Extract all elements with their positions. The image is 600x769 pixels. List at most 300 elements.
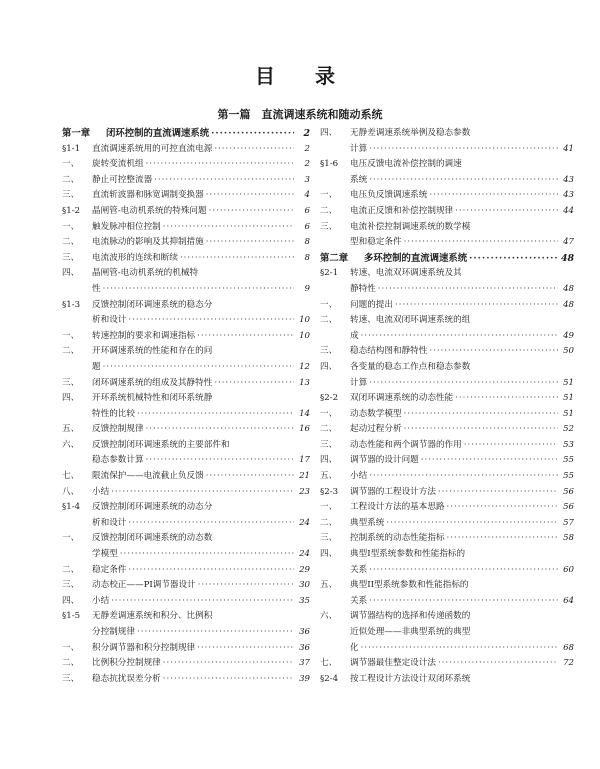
toc-entry-section (320, 485, 574, 501)
toc-entry-chapter (62, 126, 310, 142)
toc-entry-text: 静特性 (350, 283, 376, 294)
toc-entry-number: 二、 (62, 564, 80, 575)
toc-entry-text: 反馈控制规律 (92, 424, 144, 435)
toc-entry-text: 问题的提出 (350, 299, 393, 310)
dot-leader (369, 469, 558, 485)
dot-leader (206, 188, 294, 204)
dot-leader (111, 594, 294, 610)
toc-entry-item (62, 438, 310, 454)
toc-entry-item (62, 422, 310, 438)
toc-entry-item (320, 500, 574, 516)
toc-entry-page: 57 (563, 517, 574, 528)
toc-entry-page: 72 (563, 658, 574, 669)
toc-entry-text: 直流斩波器和脉宽调制变换器 (92, 190, 204, 201)
toc-entry-number: 第一章 (62, 128, 91, 139)
toc-entry-page: 41 (563, 143, 574, 154)
toc-entry-cont (320, 173, 574, 189)
toc-entry-number (62, 516, 92, 532)
toc-entry-page: 56 (563, 502, 574, 513)
toc-entry-number (62, 360, 92, 376)
toc-entry-item (320, 407, 574, 423)
toc-entry-text: 反馈控制闭环调速系统的动态数 (92, 533, 213, 544)
toc-entry-item (62, 329, 310, 345)
toc-entry-text: 化 (350, 642, 359, 653)
toc-entry-text: 电流正反馈和补偿控制规律 (350, 205, 454, 216)
toc-entry-text: 转速控制的要求和调速指标 (92, 330, 196, 341)
toc-entry-text: 控制系统的动态性能指标 (350, 533, 445, 544)
toc-entry-page: 4 (304, 190, 310, 201)
toc-entry-page: 49 (563, 330, 574, 341)
toc-entry-number (320, 235, 350, 251)
toc-entry-text: 典型I型系统参数和性能指标的 (350, 549, 466, 560)
toc-entry-page: 51 (563, 377, 574, 388)
toc-entry-page: 37 (299, 658, 310, 669)
toc-entry-number (320, 625, 350, 641)
toc-entry-item (320, 422, 574, 438)
toc-entry-item (62, 344, 310, 360)
toc-entry-text: 调节器最佳整定设计法 (350, 658, 436, 669)
toc-entry-page: 16 (299, 424, 310, 435)
toc-entry-number: 一、 (320, 299, 338, 310)
toc-entry-chapter (320, 251, 574, 267)
toc-entry-page: 39 (299, 673, 310, 684)
toc-entry-number (320, 563, 350, 579)
toc-entry-page: 2 (303, 128, 310, 139)
toc-entry-item (62, 656, 310, 672)
toc-entry-section (62, 204, 310, 220)
dot-leader (128, 563, 294, 579)
toc-entry-item (320, 298, 574, 314)
toc-entry-number: §1-1 (62, 143, 81, 154)
toc-entry-item (62, 594, 310, 610)
toc-entry-page: 55 (563, 471, 574, 482)
toc-entry-cont (320, 641, 574, 657)
toc-entry-item (320, 547, 574, 563)
toc-entry-section (62, 500, 310, 516)
toc-entry-page: 21 (299, 471, 310, 482)
toc-entry-item (320, 453, 574, 469)
toc-entry-text: 无静差调速系统举例及稳态参数 (350, 128, 471, 138)
toc-entry-number: 三、 (320, 439, 338, 450)
toc-entry-number: 二、 (62, 237, 80, 248)
dot-leader (369, 173, 558, 189)
toc-entry-section (320, 391, 574, 407)
toc-entry-number: 五、 (320, 580, 338, 591)
toc-entry-number (62, 547, 92, 563)
toc-entry-page: 29 (299, 564, 310, 575)
toc-entry-number: 二、 (320, 517, 338, 528)
toc-entry-page: 52 (563, 424, 574, 435)
dot-leader (361, 329, 558, 345)
toc-entry-text: 型和稳定条件 (350, 237, 402, 248)
toc-entry-item (320, 204, 574, 220)
toc-entry-text: 各变量的稳态工作点和稳态参数 (350, 361, 471, 372)
toc-entry-text: 小结 (350, 471, 368, 482)
toc-entry-number: §1-6 (320, 159, 339, 170)
toc-entry-page: 48 (560, 252, 574, 264)
dot-leader (361, 641, 558, 657)
toc-entry-cont (320, 329, 574, 345)
dot-leader (214, 376, 294, 392)
toc-entry-page: 43 (563, 190, 574, 201)
toc-entry-cont (62, 516, 310, 532)
toc-entry-number: §2-2 (320, 393, 339, 404)
toc-entry-cont (62, 313, 310, 329)
toc-entry-page: 51 (563, 393, 574, 404)
toc-entry-item (62, 266, 310, 282)
toc-entry-item (62, 251, 310, 267)
toc-entry-number (320, 376, 350, 392)
toc-entry-item (62, 469, 310, 485)
toc-entry-text: 析和设计 (92, 517, 127, 528)
toc-entry-page: 2 (304, 143, 310, 154)
toc-entry-page: 14 (299, 408, 310, 419)
toc-entry-number: 七、 (320, 658, 338, 669)
toc-entry-number: 四、 (62, 595, 80, 606)
toc-entry-number (320, 594, 350, 610)
toc-entry-text: 析和设计 (92, 315, 127, 326)
toc-entry-number: 一、 (62, 642, 80, 653)
toc-entry-number (62, 407, 92, 423)
dot-leader (404, 235, 558, 251)
dot-leader (464, 438, 558, 454)
toc-entry-page: 12 (299, 361, 310, 372)
toc-entry-text: 稳态结构图和静特性 (350, 346, 428, 357)
toc-entry-text: 典型II型系统参数和性能指标的 (350, 580, 469, 591)
toc-entry-text: 动态性能和两个调节器的作用 (350, 439, 462, 450)
toc-entry-number: 一、 (320, 190, 338, 201)
toc-entry-number: 五、 (320, 471, 338, 482)
toc-entry-number: 三、 (62, 673, 80, 684)
toc-entry-text: 电流脉动的影响及其抑制措施 (92, 237, 204, 248)
dot-leader (429, 188, 558, 204)
part-title: 第一篇 直流调速系统和随动系统 (217, 108, 383, 121)
dot-leader (128, 516, 294, 532)
toc-entry-number: 三、 (320, 221, 338, 232)
dot-leader (386, 516, 558, 532)
dot-leader (163, 220, 294, 236)
dot-leader (146, 422, 294, 438)
toc-entry-page: 30 (299, 580, 310, 591)
toc-entry-item (62, 235, 310, 251)
toc-entry-page: 24 (299, 517, 310, 528)
toc-entry-text: 动态校正——PI调节器设计 (92, 580, 196, 591)
toc-entry-cont (62, 453, 310, 469)
toc-entry-number (320, 142, 350, 158)
toc-entry-number: §1-2 (62, 205, 81, 216)
dot-leader (369, 563, 558, 579)
toc-entry-text: 近似处理——非典型系统的典型 (350, 627, 471, 637)
toc-entry-page: 51 (563, 408, 574, 419)
toc-entry-number: §1-4 (62, 502, 81, 513)
toc-entry-text: 开环调速系统的性能和存在的问 (92, 346, 213, 357)
dot-leader (163, 656, 294, 672)
toc-entry-section (62, 298, 310, 314)
toc-entry-text: 电压反馈电流补偿控制的调速 (350, 159, 462, 170)
dot-leader (369, 142, 558, 158)
toc-entry-page: 36 (299, 627, 310, 637)
toc-entry-page: 64 (563, 595, 574, 606)
dot-leader (146, 157, 294, 173)
toc-entry-text: 性 (92, 283, 101, 294)
toc-entry-page: 56 (563, 486, 574, 497)
toc-entry-text: 稳态抗扰误差分析 (92, 673, 161, 684)
dot-leader (404, 422, 558, 438)
toc-entry-item (62, 485, 310, 501)
toc-entry-page: 35 (299, 595, 310, 606)
dot-leader (469, 251, 558, 267)
toc-entry-text: 关系 (350, 595, 368, 606)
toc-entry-text: 积分调节器和积分控制规律 (92, 642, 196, 653)
dot-leader (163, 672, 294, 688)
toc-entry-text: 调节器结构的选择和传递函数的 (350, 611, 471, 622)
toc-entry-number (62, 313, 92, 329)
toc-entry-text: 关系 (350, 564, 368, 575)
toc-entry-text: 计算 (350, 377, 368, 388)
toc-entry-section (320, 672, 574, 688)
toc-entry-number: 三、 (62, 190, 80, 201)
toc-entry-text: 转速、电流双环调速系统及其 (350, 268, 462, 279)
dot-leader (180, 251, 294, 267)
toc-entry-item (62, 173, 310, 189)
toc-entry-text: 题 (92, 361, 101, 372)
toc-left-column (62, 126, 310, 687)
toc-entry-page: 6 (304, 221, 310, 232)
toc-entry-text: 小结 (92, 486, 110, 497)
toc-entry-item (62, 578, 310, 594)
dot-leader (395, 298, 558, 314)
toc-entry-text: 电流补偿控制调速系统的数学模 (350, 221, 471, 232)
toc-right-column (320, 126, 574, 687)
toc-entry-item (320, 220, 574, 236)
toc-entry-item (62, 188, 310, 204)
toc-entry-cont (320, 142, 574, 158)
toc-entry-cont (320, 235, 574, 251)
toc-entry-cont (320, 594, 574, 610)
toc-entry-page: 13 (299, 377, 310, 388)
toc-entry-number: 三、 (62, 377, 80, 388)
toc-entry-text: 限流保护——电流截止负反馈 (92, 471, 204, 482)
toc-entry-text: 闭环调速系统的组成及其静特性 (92, 377, 213, 388)
toc-entry-cont (62, 625, 310, 641)
dot-leader (103, 360, 294, 376)
dot-leader (369, 376, 558, 392)
toc-entry-page: 53 (563, 439, 574, 450)
toc-entry-text: 学模型 (92, 549, 118, 560)
toc-entry-item (62, 157, 310, 173)
toc-entry-number: 二、 (320, 315, 338, 326)
toc-entry-page: 47 (563, 237, 574, 248)
toc-entry-section (320, 157, 574, 173)
toc-entry-page: 10 (299, 315, 310, 326)
dot-leader (455, 391, 558, 407)
toc-entry-text: 触发脉冲相位控制 (92, 221, 161, 232)
toc-entry-item (320, 656, 574, 672)
toc-entry-text: 反馈控制闭环调速系统的动态分 (92, 502, 213, 513)
dot-leader (429, 344, 558, 360)
dot-leader (447, 500, 558, 516)
toc-entry-number: 二、 (62, 174, 80, 185)
toc-entry-number (320, 282, 350, 298)
toc-entry-item (320, 313, 574, 329)
toc-entry-item (320, 360, 574, 376)
toc-entry-text: 调节器的设计问题 (350, 455, 419, 466)
toc-entry-page: 43 (563, 174, 574, 185)
dot-leader (137, 407, 294, 423)
dot-leader (197, 329, 294, 345)
toc-entry-page: 6 (304, 205, 310, 216)
dot-leader (137, 625, 294, 641)
toc-entry-page: 48 (563, 299, 574, 310)
dot-leader (455, 204, 558, 220)
toc-entry-page: 17 (299, 455, 310, 466)
toc-entry-number: §2-4 (320, 673, 339, 684)
page-title: 目 录 (255, 64, 345, 88)
toc-entry-page: 23 (299, 486, 310, 497)
toc-entry-number: 第二章 (320, 252, 349, 264)
toc-entry-text: 特性的比较 (92, 408, 135, 419)
toc-entry-text: 无静差调速系统和积分、比例积 (92, 611, 213, 622)
toc-entry-number: 二、 (62, 658, 80, 669)
toc-entry-section (62, 609, 310, 625)
toc-entry-page: 55 (563, 455, 574, 466)
toc-entry-item (320, 188, 574, 204)
toc-entry-number: 四、 (320, 361, 338, 372)
toc-entry-item (62, 641, 310, 657)
toc-entry-page: 24 (299, 549, 310, 560)
dot-leader (197, 641, 294, 657)
toc-entry-number (62, 625, 92, 641)
dot-leader (111, 485, 294, 501)
toc-entry-number: 六、 (320, 611, 338, 622)
toc-entry-number: 四、 (62, 268, 80, 279)
toc-entry-item (320, 438, 574, 454)
toc-entry-text: 晶闸管-电动机系统的特殊问题 (92, 205, 207, 216)
toc-entry-number: 二、 (62, 346, 80, 357)
toc-entry-text: 稳定条件 (92, 564, 127, 575)
toc-entry-page: 48 (563, 283, 574, 294)
toc-entry-text: 电压负反馈调速系统 (350, 190, 428, 201)
toc-entry-page: 8 (304, 237, 310, 248)
toc-entry-number: §1-5 (62, 611, 81, 622)
toc-entry-text: 旋转变流机组 (92, 159, 144, 170)
toc-entry-text: 按工程设计方法设计双闭环系统 (350, 673, 471, 684)
toc-entry-number: §2-3 (320, 486, 339, 497)
toc-entry-text: 闭环控制的直流调速系统 (106, 128, 210, 139)
dot-leader (146, 453, 294, 469)
dot-leader (103, 282, 294, 298)
toc-entry-number: 二、 (320, 424, 338, 435)
toc-entry-cont (62, 547, 310, 563)
dot-leader (378, 282, 558, 298)
toc-entry-number (320, 641, 350, 657)
toc-entry-text: 典型系统 (350, 517, 385, 528)
toc-entry-number: 三、 (62, 580, 80, 591)
toc-entry-text: 成 (350, 330, 359, 341)
toc-entry-number: 三、 (320, 533, 338, 544)
toc-entry-item (62, 563, 310, 579)
toc-entry-number: 三、 (62, 252, 80, 263)
toc-entry-cont (62, 360, 310, 376)
toc-entry-page: 58 (563, 533, 574, 544)
toc-entry-number: 六、 (62, 439, 80, 450)
dot-leader (214, 142, 294, 158)
toc-entry-page: 3 (304, 174, 310, 185)
toc-entry-text: 晶闸管-电动机系统的机械特 (92, 268, 199, 279)
dot-leader (369, 594, 558, 610)
toc-entry-page: 44 (563, 205, 574, 216)
toc-entry-text: 静止可控整流器 (92, 174, 153, 185)
toc-entry-item (320, 344, 574, 360)
toc-entry-text: 双闭环调速系统的动态性能 (350, 393, 454, 404)
toc-entry-number: 二、 (320, 205, 338, 216)
dot-leader (438, 485, 558, 501)
toc-entry-page: 60 (563, 564, 574, 575)
toc-entry-number: 四、 (320, 128, 338, 138)
toc-entry-number: 五、 (62, 424, 80, 435)
toc-entry-number: 一、 (62, 221, 80, 232)
toc-entry-item (320, 126, 574, 142)
dot-leader (206, 235, 294, 251)
toc-entry-text: 多环控制的直流调速系统 (364, 252, 468, 264)
toc-entry-number (62, 453, 92, 469)
toc-entry-number: 四、 (320, 549, 338, 560)
toc-entry-text: 开环系统机械特性和闭环系统静 (92, 393, 213, 404)
dot-leader (198, 578, 294, 594)
toc-entry-number: 一、 (62, 159, 80, 170)
toc-entry-number: §2-1 (320, 268, 339, 279)
toc-entry-text: 计算 (350, 143, 368, 154)
toc-entry-number: 一、 (320, 408, 338, 419)
dot-leader (128, 313, 294, 329)
dot-leader (154, 173, 294, 189)
toc-entry-number (62, 282, 92, 298)
dot-leader (447, 531, 558, 547)
toc-entry-text: 分控制规律 (92, 627, 135, 637)
toc-entry-number: 七、 (62, 471, 80, 482)
toc-entry-number: 一、 (62, 330, 80, 341)
dot-leader (404, 407, 558, 423)
toc-entry-number: 四、 (320, 455, 338, 466)
toc-entry-item (62, 391, 310, 407)
toc-entry-item (62, 531, 310, 547)
toc-entry-page: 2 (304, 159, 310, 170)
toc-entry-cont (320, 282, 574, 298)
toc-entry-page: 8 (304, 252, 310, 263)
toc-entry-item (320, 531, 574, 547)
dot-leader (120, 547, 294, 563)
toc-entry-text: 小结 (92, 595, 110, 606)
toc-entry-text: 稳态参数计算 (92, 455, 144, 466)
toc-entry-text: 动态数学模型 (350, 408, 402, 419)
toc-entry-number: §1-3 (62, 299, 81, 310)
toc-entry-section (320, 266, 574, 282)
toc-entry-section (62, 142, 310, 158)
toc-entry-cont (62, 407, 310, 423)
toc-entry-text: 直流调速系统用的可控直流电源 (92, 143, 213, 154)
toc-entry-item (320, 609, 574, 625)
toc-entry-text: 调节器的工程设计方法 (350, 486, 436, 497)
toc-entry-text: 转速、电流双闭环调速系统的组 (350, 315, 471, 326)
toc-entry-text: 系统 (350, 174, 368, 185)
toc-entry-page: 68 (563, 642, 574, 653)
toc-entry-text: 反馈控制闭环调速系统的稳态分 (92, 299, 213, 310)
toc-entry-number (320, 329, 350, 345)
dot-leader (438, 656, 558, 672)
toc-entry-text: 工程设计方法的基本思路 (350, 502, 445, 513)
toc-entry-item (62, 376, 310, 392)
toc-entry-text: 电流波形的连续和断续 (92, 252, 178, 263)
